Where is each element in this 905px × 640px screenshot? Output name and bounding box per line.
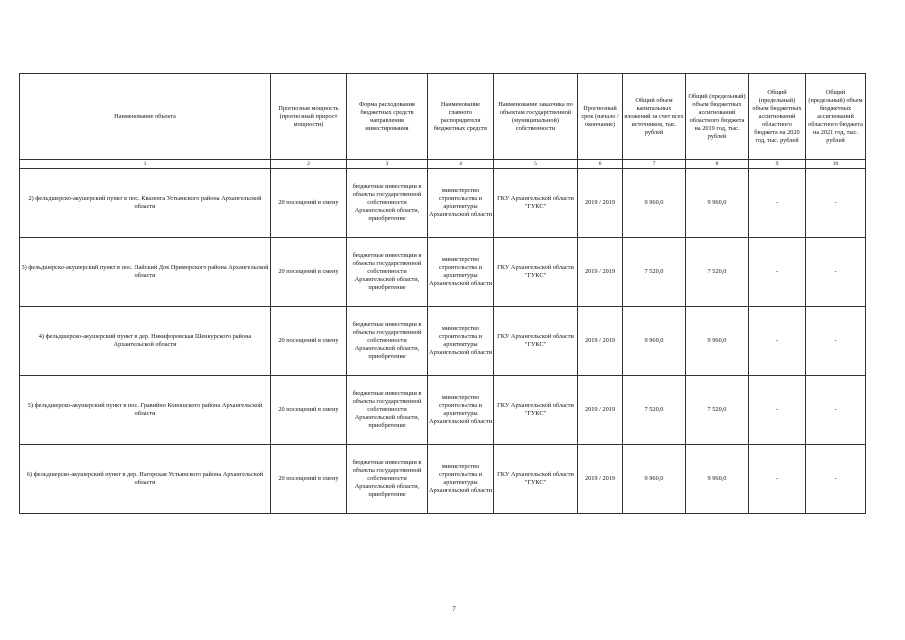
budget-2020-cell: - — [749, 445, 806, 514]
column-number: 8 — [686, 160, 749, 169]
column-number-row — [20, 160, 866, 169]
budget-2020-cell: - — [749, 376, 806, 445]
customer-cell: ГКУ Архангельской области "ГУКС" — [494, 238, 578, 307]
header-customer: Наименование заказчика по объектам государственной (муниципальной) собственности — [494, 74, 578, 160]
page-number: 7 — [452, 605, 456, 613]
budget-2019-cell: 9 960,0 — [686, 307, 749, 376]
spending-form-cell: бюджетные инвестиции в объекты государственной собственности Архангельской области, приобретение — [347, 307, 428, 376]
column-number: 6 — [578, 160, 623, 169]
budget-manager-cell: министерство строительства и архитектуры Архангельской области — [428, 169, 494, 238]
spending-form-cell: бюджетные инвестиции в объекты государственной собственности Архангельской области, приобретение — [347, 169, 428, 238]
budget-2019-cell: 9 960,0 — [686, 445, 749, 514]
budget-2021-cell: - — [806, 376, 866, 445]
budget-manager-cell: министерство строительства и архитектуры Архангельской области — [428, 376, 494, 445]
investment-table — [19, 73, 866, 514]
period-cell: 2019 / 2019 — [578, 376, 623, 445]
object-name-cell: 4) фельдшерско-акушерский пункт в дер. Никифоровская Шенкурского района Архангельской области — [20, 307, 271, 376]
header-budget-2020: Общий (предельный) объем бюджетных ассигнований областного бюджета на 2020 год, тыс. рублей — [749, 74, 806, 160]
spending-form-cell: бюджетные инвестиции в объекты государственной собственности Архангельской области, приобретение — [347, 445, 428, 514]
column-number: 7 — [623, 160, 686, 169]
total-investment-cell: 7 520,0 — [623, 376, 686, 445]
budget-manager-cell: министерство строительства и архитектуры Архангельской области — [428, 445, 494, 514]
budget-2021-cell: - — [806, 238, 866, 307]
period-cell: 2019 / 2019 — [578, 169, 623, 238]
table-row — [20, 376, 866, 445]
budget-2021-cell: - — [806, 169, 866, 238]
capacity-cell: 20 посещений в смену — [271, 376, 347, 445]
table-row — [20, 169, 866, 238]
capacity-cell: 20 посещений в смену — [271, 238, 347, 307]
customer-cell: ГКУ Архангельской области "ГУКС" — [494, 307, 578, 376]
table-row — [20, 238, 866, 307]
header-total-investment: Общий объем капитальных вложений за счет всех источников, тыс. рублей — [623, 74, 686, 160]
budget-manager-cell: министерство строительства и архитектуры Архангельской области — [428, 307, 494, 376]
column-number: 3 — [347, 160, 428, 169]
spending-form-cell: бюджетные инвестиции в объекты государственной собственности Архангельской области, приобретение — [347, 238, 428, 307]
total-investment-cell: 9 960,0 — [623, 445, 686, 514]
spending-form-cell: бюджетные инвестиции в объекты государственной собственности Архангельской области, приобретение — [347, 376, 428, 445]
customer-cell: ГКУ Архангельской области "ГУКС" — [494, 376, 578, 445]
budget-manager-cell: министерство строительства и архитектуры Архангельской области — [428, 238, 494, 307]
budget-2020-cell: - — [749, 307, 806, 376]
period-cell: 2019 / 2019 — [578, 445, 623, 514]
column-number: 5 — [494, 160, 578, 169]
budget-2019-cell: 9 960,0 — [686, 169, 749, 238]
column-number: 4 — [428, 160, 494, 169]
column-number: 2 — [271, 160, 347, 169]
column-number: 9 — [749, 160, 806, 169]
budget-2019-cell: 7 520,0 — [686, 238, 749, 307]
period-cell: 2019 / 2019 — [578, 307, 623, 376]
budget-2020-cell: - — [749, 238, 806, 307]
header-row — [20, 74, 866, 160]
object-name-cell: 3) фельдшерско-акушерский пункт в пос. Лайский Док Приморского района Архангельской области — [20, 238, 271, 307]
table-row — [20, 445, 866, 514]
capacity-cell: 20 посещений в смену — [271, 169, 347, 238]
capacity-cell: 20 посещений в смену — [271, 445, 347, 514]
budget-2021-cell: - — [806, 445, 866, 514]
period-cell: 2019 / 2019 — [578, 238, 623, 307]
customer-cell: ГКУ Архангельской области "ГУКС" — [494, 169, 578, 238]
header-budget-manager: Наименование главного распорядителя бюджетных средств — [428, 74, 494, 160]
header-object-name: Наименование объекта — [20, 74, 271, 160]
object-name-cell: 5) фельдшерско-акушерский пункт в пос. Гравийно Коношского района Архангельской области — [20, 376, 271, 445]
budget-2020-cell: - — [749, 169, 806, 238]
customer-cell: ГКУ Архангельской области "ГУКС" — [494, 445, 578, 514]
column-number: 10 — [806, 160, 866, 169]
header-capacity: Прогнозная мощность (прогнозный прирост мощности) — [271, 74, 347, 160]
header-budget-2019: Общий (предельный) объем бюджетных ассигнований областного бюджета на 2019 год, тыс. рублей — [686, 74, 749, 160]
object-name-cell: 2) фельдшерско-акушерский пункт в пос. Квазенга Устьянского района Архангельской области — [20, 169, 271, 238]
capacity-cell: 20 посещений в смену — [271, 307, 347, 376]
budget-2019-cell: 7 520,0 — [686, 376, 749, 445]
total-investment-cell: 7 520,0 — [623, 238, 686, 307]
column-number: 1 — [20, 160, 271, 169]
header-budget-2021: Общий (предельный) объем бюджетных ассигнований областного бюджета на 2021 год, тыс. рублей — [806, 74, 866, 160]
object-name-cell: 6) фельдшерско-акушерский пункт в дер. Нагорская Устьянского района Архангельской области — [20, 445, 271, 514]
header-period: Прогнозный срок (начало / окончание) — [578, 74, 623, 160]
total-investment-cell: 9 960,0 — [623, 169, 686, 238]
table-row — [20, 307, 866, 376]
header-spending-form: Форма расходования бюджетных средств направления инвестирования — [347, 74, 428, 160]
total-investment-cell: 9 960,0 — [623, 307, 686, 376]
budget-2021-cell: - — [806, 307, 866, 376]
